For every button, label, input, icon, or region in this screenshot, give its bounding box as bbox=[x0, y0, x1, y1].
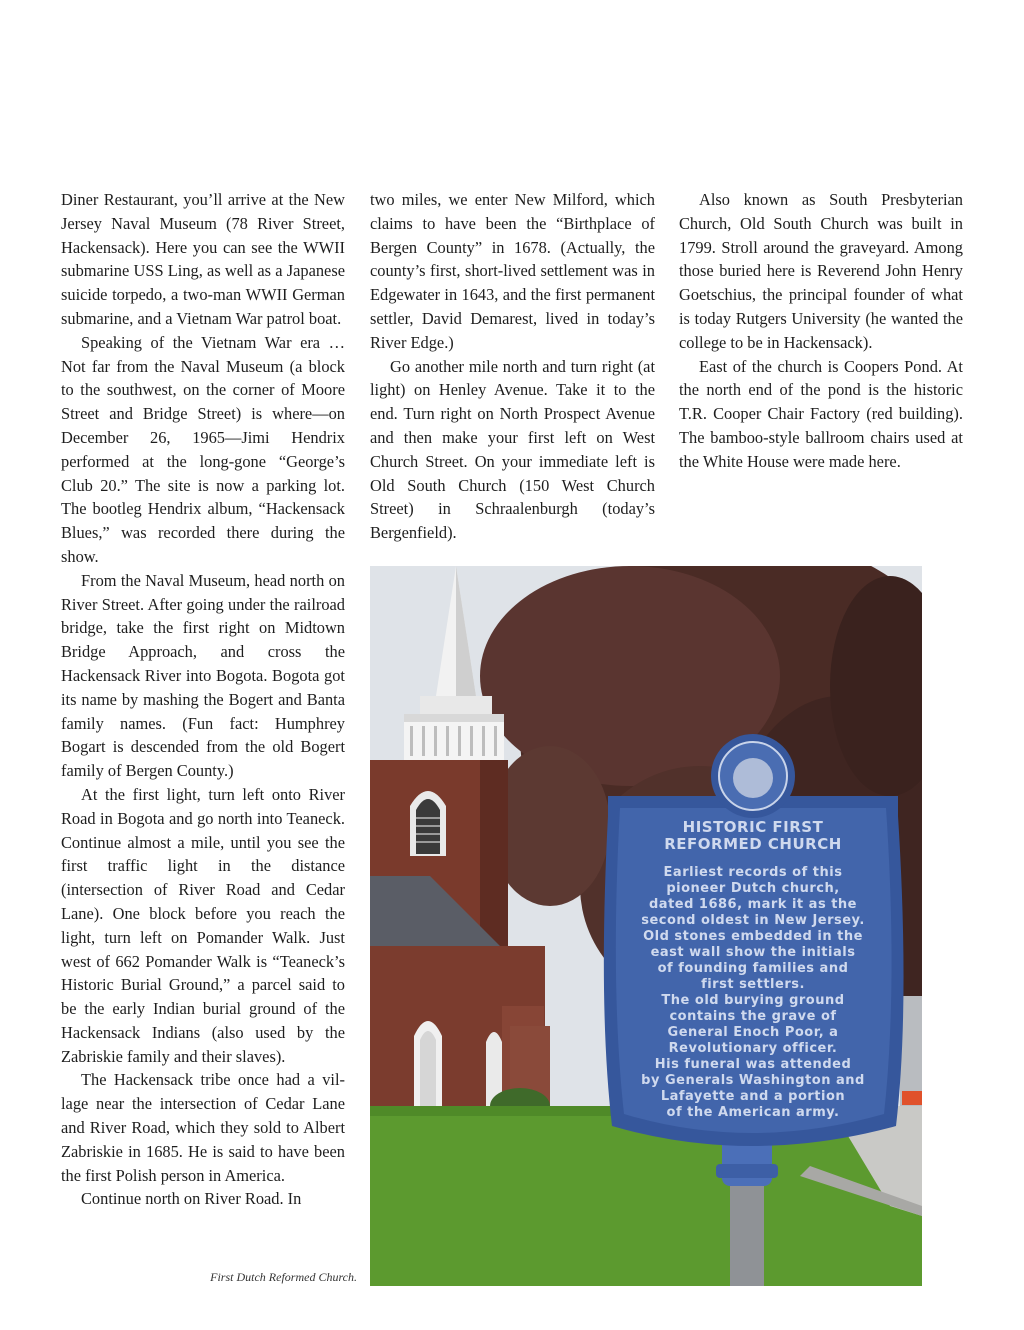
plaque-line: The old burying ground bbox=[661, 993, 845, 1008]
paragraph: Speaking of the Vietnam War era … Not far from the Naval Museum (a block to the southwest, on the corner of Moore Street and Bridge Street) is where—on December 26, 1965—Jimi Hendrix performed at the long-gone “George’s Club 20.” The site is now a parking lot. The bootleg Hendrix album, “Hackensack Blues,” was recorded there during the show. bbox=[61, 332, 345, 566]
text-column-1 bbox=[61, 188, 345, 1211]
plaque-line: of founding families and bbox=[657, 961, 849, 976]
plaque-line: Lafayette and a portion bbox=[660, 1089, 846, 1104]
plaque-line: first settlers. bbox=[701, 977, 805, 992]
church-photo bbox=[370, 566, 922, 1286]
plaque-line: His funeral was attended bbox=[654, 1057, 852, 1072]
paragraph: two miles, we enter New Milford, which claims to have been the “Birthplace of Bergen County” in 1678. (Actually, the county’s first, short-lived settlement was in Edgewater in 1643, and the first permanent settler, David Demarest, lived in today’s River Edge.) bbox=[370, 190, 655, 352]
paragraph: Also known as South Presbyterian Church, Old South Church was built in 1799. Stroll around the graveyard. Among those buried here is Reverend John Henry Goetschius, the principal founder of what is today Rutgers University (he wanted the college to be in Hackensack). bbox=[679, 190, 963, 352]
plaque-title-1: HISTORIC FIRST bbox=[682, 818, 824, 836]
plaque-line: Old stones embedded in the bbox=[643, 929, 863, 944]
plaque-line: Earliest records of this bbox=[663, 865, 843, 880]
plaque-line: by Generals Washington and bbox=[641, 1073, 865, 1088]
plaque-line: Revolutionary officer. bbox=[668, 1041, 838, 1056]
plaque-line: of the American army. bbox=[666, 1105, 840, 1120]
plaque-line: east wall show the initials bbox=[650, 945, 856, 960]
paragraph: From the Naval Museum, head north on River Street. After going under the railroad bridge, take the first right on Midtown Bridge Approach, and cross the Hackensack River into Bogota. Bogota got its name by mashing the Bogert and Banta family names. (Fun fact: Humphrey Bogart is descended from the old Bogert family of Bergen County.) bbox=[61, 570, 345, 781]
paragraph: East of the church is Coopers Pond. At the north end of the pond is the historic T.R. Cooper Chair Factory (red building). The bamboo-style ballroom chairs used at the White House were made here. bbox=[679, 356, 963, 471]
plaque-line: contains the grave of bbox=[669, 1009, 837, 1024]
plaque-title-2: REFORMED CHURCH bbox=[664, 835, 842, 853]
plaque-line: General Enoch Poor, a bbox=[667, 1025, 839, 1040]
photo-caption: First Dutch Reformed Church. bbox=[210, 1270, 357, 1284]
plaque-line: second oldest in New Jersey. bbox=[641, 913, 865, 928]
text-column-2 bbox=[370, 188, 655, 545]
paragraph: Continue north on River Road. In bbox=[81, 1189, 302, 1209]
paragraph: The Hackensack tribe once had a village near the intersection of Cedar Lane and River Road, which they sold to Albert Zabriskie in 1685. He is said to have been the first Polish person in America. bbox=[61, 1070, 345, 1185]
paragraph: At the first light, turn left onto River Road in Bogota and go north into Teaneck. Continue almost a mile, until you see the first traffic light in the distance (intersection of River Road and Cedar Lane). One block before you reach the light, turn left on Pomander Walk. Just west of 662 Pomander Walk is “Teaneck’s Historic Burial Ground,” a parcel said to be the early Indian burial ground of the Hackensack Indians (also used by the Zabriskie family and their slaves). bbox=[61, 784, 345, 1066]
plaque-line: dated 1686, mark it as the bbox=[648, 897, 858, 912]
paragraph: Go another mile north and turn right (at light) on Henley Avenue. Take it to the end. Turn right on North Prospect Avenue and then make your first left on West Church Street. On your immediate left is Old South Church (150 West Church Street) in Schraalenburgh (today’s Bergenfield). bbox=[370, 356, 655, 543]
text-column-3 bbox=[679, 188, 963, 474]
paragraph: Diner Restaurant, you’ll arrive at the New Jersey Naval Museum (78 River Street, Hackensack). Here you can see the WWII submarine USS Ling, as well as a Japanese suicide torpedo, a two-man WWII German submarine, and a Vietnam War patrol boat. bbox=[61, 190, 345, 328]
plaque-line: pioneer Dutch church, bbox=[666, 881, 840, 896]
